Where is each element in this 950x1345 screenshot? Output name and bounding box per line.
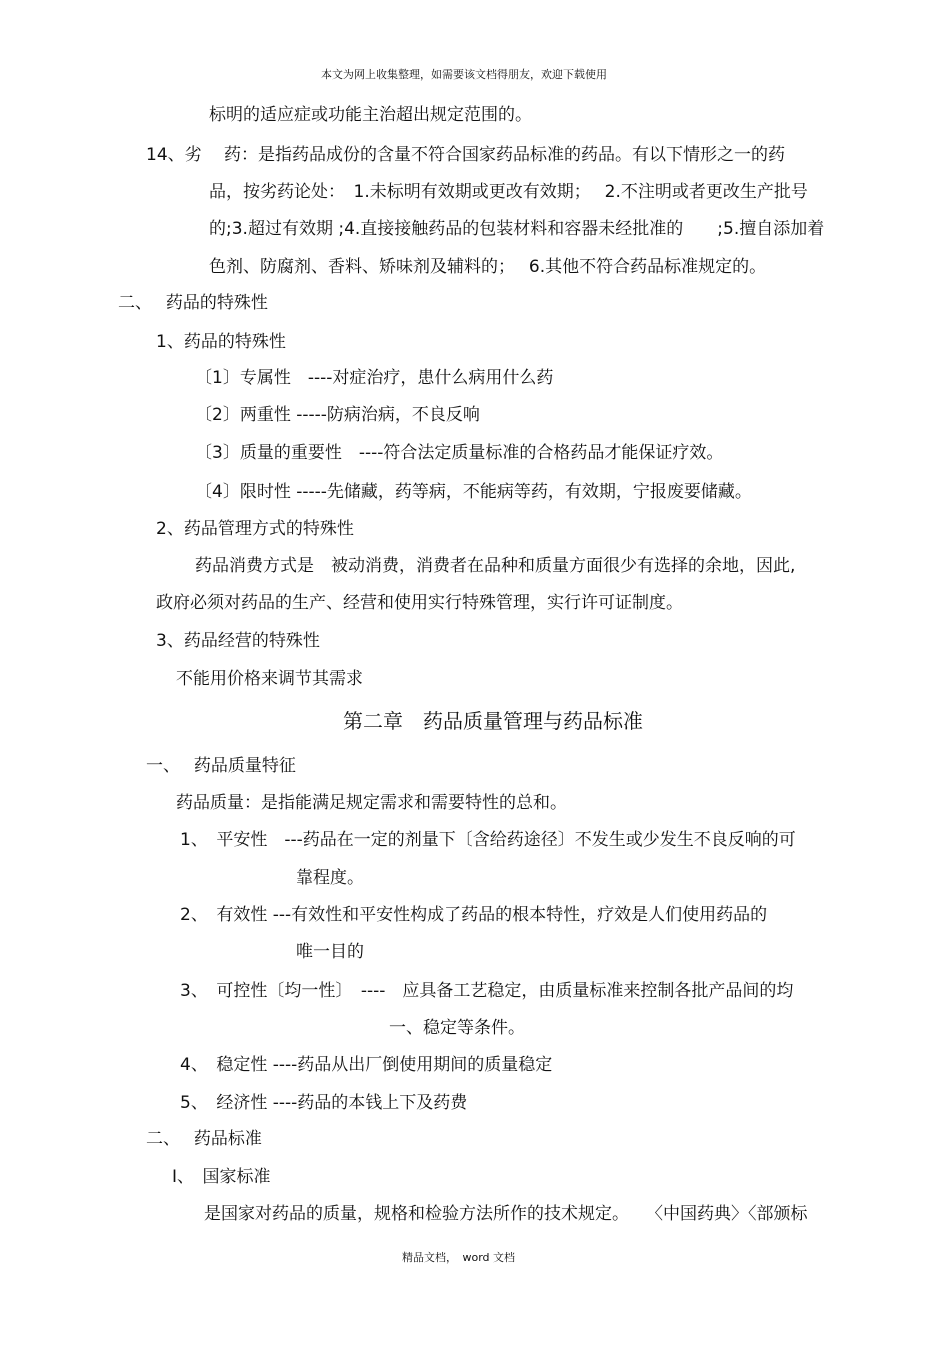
text-line: 2、 有效性 ---有效性和平安性构成了药品的根本特性，疗效是人们使用药品的 — [180, 905, 768, 925]
section-heading: 二、 药品的特殊性 — [118, 293, 268, 313]
text-line: 〔1〕专属性 ----对症治疗，患什么病用什么药 — [195, 368, 554, 388]
text-line: 一、稳定等条件。 — [389, 1018, 525, 1038]
subsection-heading: Ⅰ、 国家标准 — [172, 1167, 271, 1187]
subsection-heading: 1、药品的特殊性 — [156, 332, 286, 352]
text-line: 品，按劣药论处： 1.未标明有效期或更改有效期； 2.不注明或者更改生产批号 — [209, 182, 808, 202]
text-line: 3、 可控性〔均一性〕 ---- 应具备工艺稳定，由质量标准来控制各批产品间的均 — [180, 981, 794, 1001]
section-heading: 二、 药品标准 — [146, 1129, 262, 1149]
section-heading: 一、 药品质量特征 — [146, 756, 296, 776]
text-line: 标明的适应症或功能主治超出规定范围的。 — [209, 105, 532, 125]
text-line: 药品消费方式是 被动消费，消费者在品种和质量方面很少有选择的余地，因此, — [195, 556, 796, 576]
text-line: 5、 经济性 ----药品的本钱上下及药费 — [180, 1093, 468, 1113]
text-line: 〔4〕限时性 -----先储藏，药等病，不能病等药，有效期，宁报废要储藏。 — [195, 482, 752, 502]
text-line: 色剂、防腐剂、香料、矫味剂及辅料的； 6.其他不符合药品标准规定的。 — [209, 257, 767, 277]
page-footer: 精品文档， word 文档 — [402, 1251, 516, 1264]
text-line: 1、 平安性 ---药品在一定的剂量下〔含给药途径〕不发生或少发生不良反响的可 — [180, 830, 796, 850]
text-line: 〔2〕两重性 -----防病治病，不良反响 — [195, 405, 480, 425]
subsection-heading: 3、药品经营的特殊性 — [156, 631, 320, 651]
text-line: 唯一目的 — [296, 942, 364, 962]
text-line: 政府必须对药品的生产、经营和使用实行特殊管理，实行许可证制度。 — [156, 593, 683, 613]
text-line: 药品质量：是指能满足规定需求和需要特性的总和。 — [176, 793, 567, 813]
text-line: 4、 稳定性 ----药品从出厂倒使用期间的质量稳定 — [180, 1055, 553, 1075]
text-line: 〔3〕质量的重要性 ----符合法定质量标准的合格药品才能保证疗效。 — [195, 443, 724, 463]
text-line: 靠程度。 — [296, 868, 364, 888]
text-line: 的;3.超过有效期 ;4.直接接触药品的包装材料和容器未经批准的 ;5.擅自添加着 — [209, 219, 825, 239]
subsection-heading: 2、药品管理方式的特殊性 — [156, 519, 354, 539]
text-line: 14、劣 药：是指药品成份的含量不符合国家药品标准的药品。有以下情形之一的药 — [146, 145, 786, 165]
text-line: 是国家对药品的质量，规格和检验方法所作的技术规定。 〈中国药典〉〈部颁标 — [204, 1204, 808, 1224]
chapter-title: 第二章 药品质量管理与药品标准 — [343, 709, 643, 733]
text-line: 不能用价格来调节其需求 — [176, 669, 363, 689]
page-header: 本文为网上收集整理，如需要该文档得朋友，欢迎下载使用 — [321, 68, 607, 81]
